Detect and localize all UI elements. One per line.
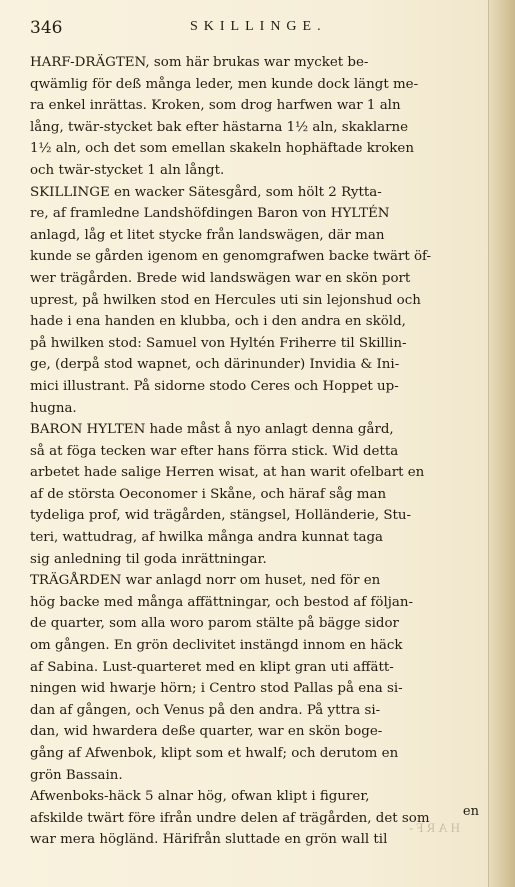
text-line: af Sabina. Lust-quarteret med en klipt gran uti affätt- bbox=[30, 659, 394, 675]
text-line: ra enkel inrättas. Kroken, som drog harfwen war 1 aln bbox=[30, 98, 401, 114]
entries bbox=[30, 52, 483, 851]
text-line: arbetet hade salige Herren wisat, at han warit ofelbart en bbox=[30, 465, 425, 481]
text-line: dan af gången, och Venus på den andra. På yttra si- bbox=[30, 702, 381, 718]
text-line: wer trägården. Brede wid landswägen war en skön port bbox=[30, 270, 411, 286]
text-block bbox=[30, 52, 483, 851]
text-line: de quarter, som alla woro parom stälte på bägge sidor bbox=[30, 616, 399, 632]
text-line: TRÄGÅRDEN war anlagd norr om huset, ned för en bbox=[30, 573, 381, 589]
paragraph bbox=[30, 52, 483, 182]
bleed-through-text: HARF- bbox=[405, 820, 460, 835]
text-line: lång, twär-stycket bak efter hästarna 1½ aln, skaklarne bbox=[30, 119, 409, 135]
text-line: och twär-stycket 1 aln långt. bbox=[30, 162, 225, 178]
page-edge bbox=[488, 0, 515, 887]
text-line: kunde se gården igenom en genomgrafwen backe twärt öf- bbox=[30, 249, 432, 265]
page-number: 346 bbox=[30, 18, 63, 38]
running-head: SKILLINGE. bbox=[190, 19, 327, 34]
text-line: afskilde twärt före ifrån undre delen af trägården, det som bbox=[30, 810, 430, 826]
text-line: hög backe med många affättningar, och bestod af följan- bbox=[30, 594, 414, 610]
text-line: hugna. bbox=[30, 400, 77, 416]
text-line: af de största Oeconomer i Skåne, och häraf såg man bbox=[30, 486, 387, 502]
text-line: anlagd, låg et litet stycke från landswägen, där man bbox=[30, 227, 385, 243]
text-line: så at föga tecken war efter hans förra stick. Wid detta bbox=[30, 443, 399, 459]
text-line: gång af Afwenbok, klipt som et hwalf; och derutom en bbox=[30, 746, 399, 761]
text-line: qwämlig för deß många leder, men kunde dock längt me- bbox=[30, 76, 419, 92]
paragraph bbox=[30, 419, 483, 570]
text-line: uprest, på hwilken stod en Hercules uti sin lejonshud och bbox=[30, 292, 421, 308]
text-line: dan, wid hwardera deße quarter, war en skön boge- bbox=[30, 724, 383, 740]
text-line: BARON HYLTEN hade måst å nyo anlagt denna gård, bbox=[30, 422, 394, 438]
text-line: mici illustrant. På sidorne stodo Ceres och Hoppet up- bbox=[30, 378, 399, 394]
text-line: teri, wattudrag, af hwilka många andra kunnat taga bbox=[30, 530, 384, 546]
text-line: om gången. En grön declivitet instängd innom en häck bbox=[30, 638, 403, 654]
text-line: re, af framledne Landshöfdingen Baron von HYLTÉN bbox=[30, 206, 390, 222]
paragraph bbox=[30, 570, 483, 851]
text-line: ningen wid hwarje hörn; i Centro stod Pallas på ena si- bbox=[30, 681, 403, 697]
text-line: på hwilken stod: Samuel von Hyltén Friherre til Skillin- bbox=[30, 335, 407, 351]
paragraph bbox=[30, 182, 483, 420]
text-line: sig anledning til goda inrättningar. bbox=[30, 551, 267, 567]
text-line: tydeliga prof, wid trägården, stängsel, Holländerie, Stu- bbox=[30, 508, 412, 524]
text-line: ge, (derpå stod wapnet, och därinunder) Invidia & Ini- bbox=[30, 357, 400, 373]
text-line: Afwenboks-häck 5 alnar hög, ofwan klipt i figurer, bbox=[30, 789, 370, 805]
text-line: 1½ aln, och det som emellan skakeln hophäftade kroken bbox=[30, 141, 414, 157]
text-line: hade i ena handen en klubba, och i den andra en sköld, bbox=[30, 314, 406, 330]
text-line: HARF-DRÄGTEN, som här brukas war mycket be- bbox=[30, 55, 369, 70]
text-line: SKILLINGE en wacker Sätesgård, som hölt 2 Rytta- bbox=[30, 184, 382, 200]
text-line: grön Bassain. bbox=[30, 767, 123, 783]
catchword: en bbox=[462, 804, 479, 819]
page-header bbox=[30, 16, 485, 40]
text-line: war mera högländ. Härifrån sluttade en grön wall til bbox=[30, 832, 388, 848]
